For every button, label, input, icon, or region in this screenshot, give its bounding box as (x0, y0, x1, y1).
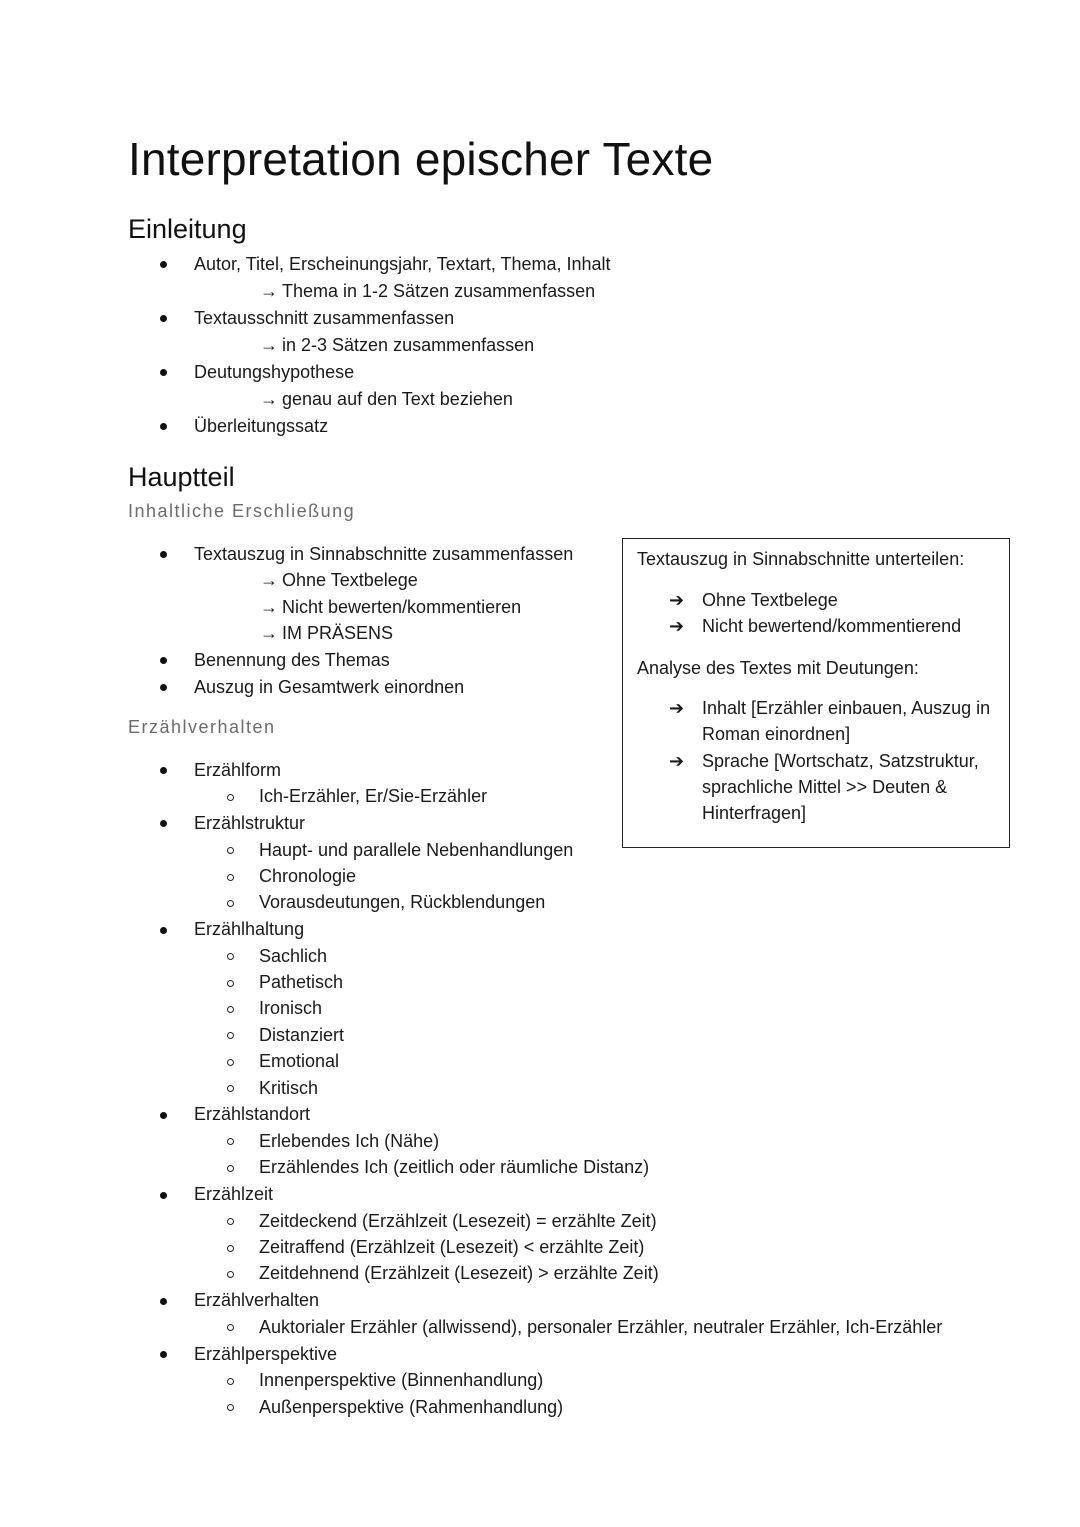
arrow-right-icon: → (260, 389, 278, 409)
list-subitem: Haupt- und parallele Nebenhandlungen (259, 840, 574, 860)
bold-arrow-icon: ➔ (669, 590, 685, 610)
bullet-icon (160, 423, 167, 430)
list-subitem: Auktorialer Erzähler (allwissend), personaler Erzähler, neutraler Erzähler, Ich-Erzähler (259, 1317, 943, 1337)
arrow-right-icon: → (260, 281, 278, 301)
list-subitem: → IM PRÄSENS (260, 623, 394, 643)
bullet-icon (160, 1351, 167, 1358)
circle-bullet-icon (227, 953, 234, 960)
circle-bullet-icon (227, 1138, 234, 1145)
box-list-item: Inhalt [Erzähler einbauen, Auszug in (702, 698, 991, 718)
circle-bullet-icon (227, 1059, 234, 1066)
bullet-icon (160, 1112, 167, 1119)
circle-bullet-icon (227, 1085, 234, 1092)
list-item: Erzählform (194, 760, 282, 780)
circle-bullet-icon (227, 1378, 234, 1385)
info-box (622, 538, 1010, 848)
bullet-icon (160, 369, 167, 376)
box-heading: Analyse des Textes mit Deutungen: (637, 658, 919, 678)
list-subitem: Sachlich (259, 946, 328, 966)
list-subitem: Außenperspektive (Rahmenhandlung) (259, 1397, 564, 1417)
circle-bullet-icon (227, 1245, 234, 1252)
box-heading: Textauszug in Sinnabschnitte unterteilen: (637, 549, 965, 569)
list-subitem: → Thema in 1-2 Sätzen zusammenfassen (260, 281, 596, 301)
box-list-item-continuation: Hinterfragen] (702, 803, 807, 823)
list-subitem: → in 2-3 Sätzen zusammenfassen (260, 335, 535, 355)
bullet-icon (160, 551, 167, 558)
bullet-icon (160, 684, 167, 691)
list-subitem: Innenperspektive (Binnenhandlung) (259, 1370, 544, 1390)
bullet-icon (160, 657, 167, 664)
list-subitem: Chronologie (259, 866, 357, 886)
bullet-icon (160, 315, 167, 322)
bold-arrow-icon: ➔ (669, 751, 685, 771)
box-list-item: Ohne Textbelege (702, 590, 838, 610)
list-item: Erzählzeit (194, 1184, 274, 1204)
arrow-right-icon: → (260, 623, 278, 643)
subheading-erzaehlverhalten: Erzählverhalten (128, 717, 276, 737)
circle-bullet-icon (227, 1032, 234, 1039)
box-list-item-continuation: sprachliche Mittel >> Deuten & (702, 777, 948, 797)
circle-bullet-icon (227, 900, 234, 907)
circle-bullet-icon (227, 1218, 234, 1225)
list-item: Auszug in Gesamtwerk einordnen (194, 677, 465, 697)
circle-bullet-icon (227, 980, 234, 987)
box-list-item: Nicht bewertend/kommentierend (702, 616, 962, 636)
circle-bullet-icon (227, 874, 234, 881)
circle-bullet-icon (227, 1271, 234, 1278)
list-subitem: Kritisch (259, 1078, 319, 1098)
bullet-icon (160, 927, 167, 934)
circle-bullet-icon (227, 1165, 234, 1172)
list-subitem: → Nicht bewerten/kommentieren (260, 597, 522, 617)
arrow-right-icon: → (260, 597, 278, 617)
list-subitem: Pathetisch (259, 972, 344, 992)
list-subitem: Vorausdeutungen, Rückblendungen (259, 892, 546, 912)
list-subitem: Zeitdeckend (Erzählzeit (Lesezeit) = erzählte Zeit) (259, 1211, 657, 1231)
subheading-inhaltliche-erschliessung: Inhaltliche Erschließung (128, 501, 356, 521)
list-subitem: → Ohne Textbelege (260, 570, 418, 590)
circle-bullet-icon (227, 1006, 234, 1013)
list-item: Deutungshypothese (194, 362, 355, 382)
list-item: Autor, Titel, Erscheinungsjahr, Textart, Thema, Inhalt (194, 254, 611, 274)
list-subitem: Distanziert (259, 1025, 345, 1045)
section-heading-einleitung: Einleitung (128, 214, 247, 244)
arrow-right-icon: → (260, 570, 278, 590)
page-title: Interpretation epischer Texte (128, 133, 714, 185)
list-item: Textauszug in Sinnabschnitte zusammenfassen (194, 544, 574, 564)
section-heading-hauptteil: Hauptteil (128, 462, 235, 492)
list-subitem: Zeitraffend (Erzählzeit (Lesezeit) < erzählte Zeit) (259, 1237, 645, 1257)
list-item: Erzählverhalten (194, 1290, 320, 1310)
list-subitem: Erzählendes Ich (zeitlich oder räumliche Distanz) (259, 1157, 650, 1177)
bullet-icon (160, 261, 167, 268)
list-subitem: Emotional (259, 1051, 340, 1071)
box-list-item: Sprache [Wortschatz, Satzstruktur, (702, 751, 979, 771)
list-subitem: Erlebendes Ich (Nähe) (259, 1131, 440, 1151)
circle-bullet-icon (227, 794, 234, 801)
list-item: Textausschnitt zusammenfassen (194, 308, 455, 328)
circle-bullet-icon (227, 1404, 234, 1411)
circle-bullet-icon (227, 1324, 234, 1331)
bullet-icon (160, 1298, 167, 1305)
bullet-icon (160, 820, 167, 827)
bullet-icon (160, 767, 167, 774)
circle-bullet-icon (227, 847, 234, 854)
list-subitem: Ironisch (259, 998, 323, 1018)
list-subitem: Zeitdehnend (Erzählzeit (Lesezeit) > erzählte Zeit) (259, 1263, 659, 1283)
box-list-item-continuation: Roman einordnen] (702, 724, 851, 744)
list-item: Erzählhaltung (194, 919, 305, 939)
bold-arrow-icon: ➔ (669, 616, 685, 636)
bold-arrow-icon: ➔ (669, 698, 685, 718)
list-item: Erzählstandort (194, 1104, 311, 1124)
list-subitem: → genau auf den Text beziehen (260, 389, 513, 409)
list-item: Erzählperspektive (194, 1344, 338, 1364)
arrow-right-icon: → (260, 335, 278, 355)
bullet-icon (160, 1192, 167, 1199)
list-item: Erzählstruktur (194, 813, 306, 833)
list-item: Überleitungssatz (194, 416, 329, 436)
list-item: Benennung des Themas (194, 650, 390, 670)
list-subitem: Ich-Erzähler, Er/Sie-Erzähler (259, 786, 488, 806)
